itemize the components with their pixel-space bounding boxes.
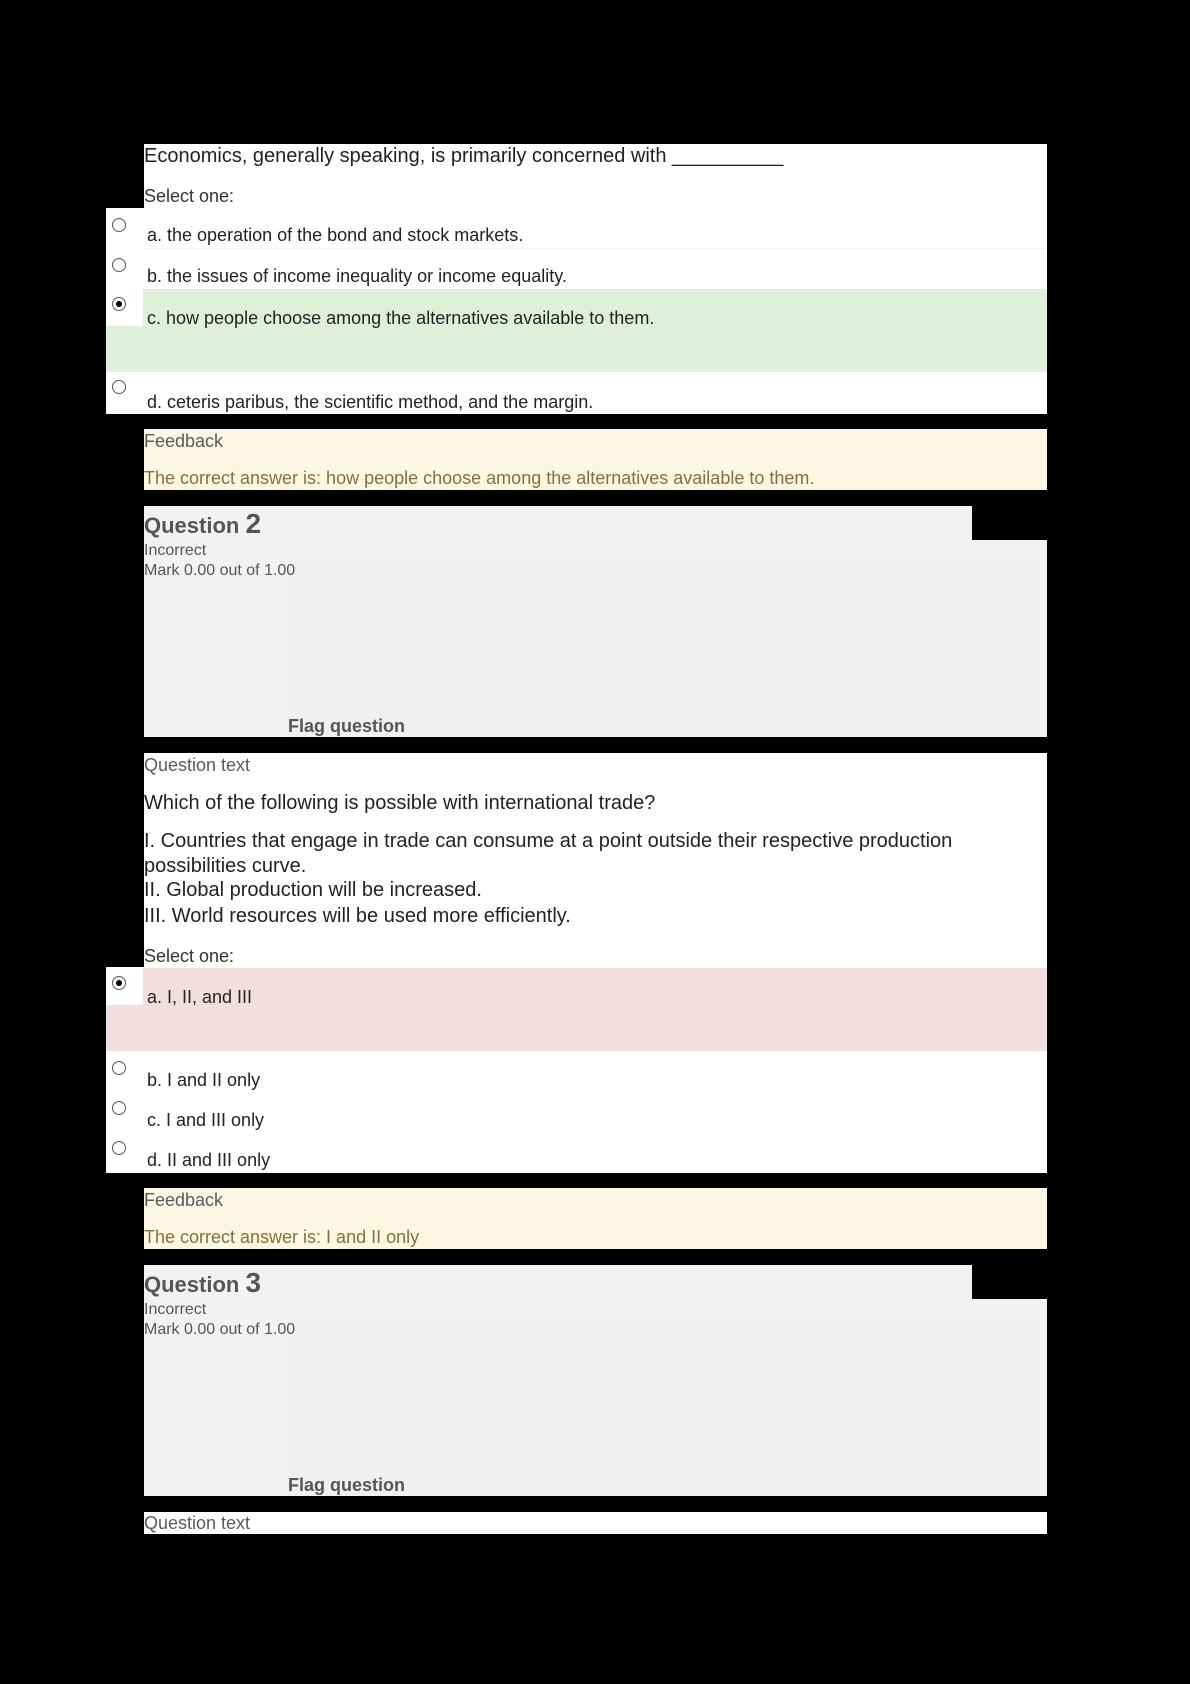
q1-radio-d[interactable] bbox=[112, 380, 126, 394]
q2-info-divider bbox=[288, 560, 1047, 737]
q1-feedback-title: Feedback bbox=[144, 431, 224, 451]
q1-radio-a[interactable] bbox=[112, 218, 126, 232]
q2-select-one-label: Select one: bbox=[144, 946, 235, 966]
q2-question-text-label: Question text bbox=[144, 755, 251, 775]
q2-option-c-label: c. I and III only bbox=[147, 1110, 265, 1130]
q2-option-d[interactable] bbox=[106, 1133, 1047, 1171]
q1-option-d-label: d. ceteris paribus, the scientific method, and the margin. bbox=[147, 392, 594, 412]
q1-option-b[interactable] bbox=[106, 252, 1047, 288]
q2-question-text: Which of the following is possible with international trade? bbox=[144, 792, 656, 814]
q2-option-b-label: b. I and II only bbox=[147, 1070, 261, 1090]
q2-heading-number: 2 bbox=[245, 508, 262, 539]
q2-mark: Mark 0.00 out of 1.00 bbox=[144, 562, 296, 579]
q3-content-panel bbox=[144, 1512, 1047, 1534]
q2-option-c[interactable] bbox=[106, 1093, 1047, 1131]
q3-question-text-label: Question text bbox=[144, 1513, 251, 1533]
q2-option-a[interactable] bbox=[106, 968, 1047, 1008]
q2-radio-a[interactable] bbox=[112, 976, 126, 990]
q2-statement-2: II. Global production will be increased. bbox=[144, 879, 482, 901]
q2-status: Incorrect bbox=[144, 542, 207, 559]
q2-feedback-panel bbox=[144, 1188, 1047, 1249]
q2-radio-d[interactable] bbox=[112, 1141, 126, 1155]
q2-radio-c[interactable] bbox=[112, 1101, 126, 1115]
q2-feedback-title: Feedback bbox=[144, 1190, 224, 1210]
q3-heading-number: 3 bbox=[245, 1267, 262, 1298]
q1-option-divider bbox=[144, 248, 1047, 249]
q1-feedback-answer: The correct answer is: how people choose among the alternatives available to them. bbox=[144, 468, 815, 488]
q3-mark: Mark 0.00 out of 1.00 bbox=[144, 1321, 296, 1338]
q1-question-text: Economics, generally speaking, is primarily concerned with __________ bbox=[144, 145, 784, 167]
q1-option-a-label: a. the operation of the bond and stock markets. bbox=[147, 225, 524, 245]
q2-feedback-answer: The correct answer is: I and II only bbox=[144, 1227, 420, 1247]
q1-option-a[interactable] bbox=[106, 212, 1047, 248]
q3-heading bbox=[144, 1267, 261, 1299]
q1-option-c-label: c. how people choose among the alternatives available to them. bbox=[147, 308, 655, 328]
q1-option-d[interactable] bbox=[106, 374, 1047, 412]
q1-feedback-panel bbox=[144, 429, 1047, 490]
q3-flag-question[interactable]: Flag question bbox=[288, 1475, 405, 1495]
q3-status: Incorrect bbox=[144, 1301, 207, 1318]
q3-heading-word: Question bbox=[144, 1272, 240, 1297]
q2-option-b[interactable] bbox=[106, 1053, 1047, 1091]
q2-radio-b[interactable] bbox=[112, 1061, 126, 1075]
q2-info-header-bar bbox=[144, 506, 972, 540]
q2-option-d-label: d. II and III only bbox=[147, 1150, 271, 1170]
q3-info-header-bar bbox=[144, 1265, 972, 1299]
q1-select-one-label: Select one: bbox=[144, 186, 235, 206]
q2-heading-word: Question bbox=[144, 513, 240, 538]
q1-radio-c[interactable] bbox=[112, 297, 126, 311]
q2-heading bbox=[144, 508, 261, 540]
q2-statement-3: III. World resources will be used more efficiently. bbox=[144, 905, 571, 927]
q1-option-c[interactable] bbox=[106, 289, 1047, 329]
q1-radio-b[interactable] bbox=[112, 258, 126, 272]
q2-statement-1: I. Countries that engage in trade can consume at a point outside their respective production possibilities curve. bbox=[144, 830, 953, 877]
q2-flag-question[interactable]: Flag question bbox=[288, 716, 405, 736]
q3-info-divider bbox=[288, 1319, 1047, 1496]
q1-option-b-label: b. the issues of income inequality or income equality. bbox=[147, 266, 567, 286]
q2-option-a-label: a. I, II, and III bbox=[147, 987, 253, 1007]
